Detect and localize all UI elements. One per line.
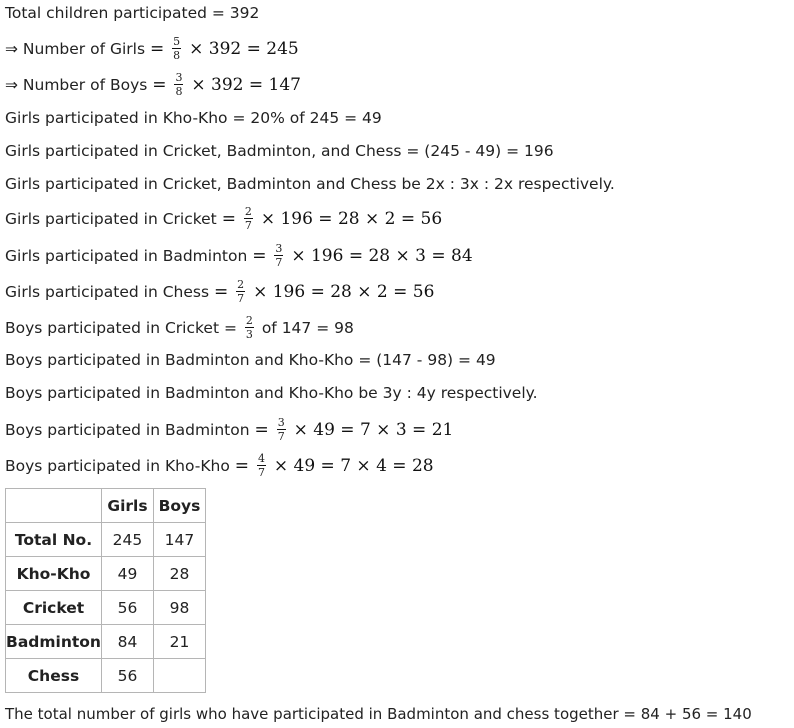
- boys-cell: [153, 659, 205, 693]
- girls-badminton-line: [5, 244, 473, 269]
- boys-badminton-line: [5, 418, 453, 443]
- line-prefix: ⇒ Number of Girls: [5, 40, 150, 58]
- fraction-numerator: 2: [244, 205, 252, 218]
- row-label: Chess: [6, 659, 102, 693]
- participation-table: [5, 488, 206, 693]
- line-prefix: Girls participated in Cricket: [5, 210, 222, 228]
- fraction-numerator: 3: [277, 416, 285, 429]
- boys-cricket-line: [5, 316, 354, 341]
- table-row: [6, 591, 206, 625]
- line-prefix: Boys participated in Cricket =: [5, 319, 242, 337]
- girls-cell: 56: [101, 591, 153, 625]
- table-row: [6, 659, 206, 693]
- boys-ratio-line: Boys participated in Badminton and Kho-Kho be 3y : 4y respectively.: [5, 384, 538, 402]
- fraction-denominator: 7: [275, 256, 283, 269]
- fraction-denominator: 8: [175, 85, 183, 98]
- equals-sign: =: [254, 420, 269, 440]
- equation-rest: × 392 = 245: [189, 39, 299, 59]
- fraction-numerator: 4: [257, 452, 265, 465]
- boys-remaining-line: Boys participated in Badminton and Kho-Kho = (147 - 98) = 49: [5, 351, 496, 369]
- fraction-denominator: 7: [277, 430, 285, 443]
- equals-sign: =: [234, 456, 249, 476]
- line-prefix: Girls participated in Badminton: [5, 247, 253, 265]
- table-row: [6, 625, 206, 659]
- equation-rest: × 49 = 7 × 4 = 28: [273, 456, 434, 476]
- fraction-denominator: 7: [237, 292, 245, 305]
- line-rest: of 147 = 98: [261, 319, 354, 337]
- boys-column-header: Boys: [153, 489, 205, 523]
- fraction-denominator: 8: [173, 49, 181, 62]
- total-children-line: Total children participated = 392: [5, 4, 260, 22]
- row-label: Total No.: [6, 523, 102, 557]
- boys-cell: 28: [153, 557, 205, 591]
- equation-rest: × 196 = 28 × 2 = 56: [253, 282, 435, 302]
- row-label: Badminton: [6, 625, 102, 659]
- fraction-numerator: 2: [237, 278, 245, 291]
- girls-chess-line: [5, 280, 434, 305]
- equals-sign: =: [149, 39, 165, 59]
- girls-cell: 56: [101, 659, 153, 693]
- row-label: Kho-Kho: [6, 557, 102, 591]
- fraction-numerator: 3: [275, 242, 283, 255]
- fraction-numerator: 2: [245, 314, 253, 327]
- boys-cell: 21: [153, 625, 205, 659]
- number-of-girls-line: [5, 37, 299, 62]
- table-corner-cell: [6, 489, 102, 523]
- girls-kho-kho-line: Girls participated in Kho-Kho = 20% of 245 = 49: [5, 109, 382, 127]
- fraction-numerator: 5: [173, 35, 181, 48]
- girls-column-header: Girls: [101, 489, 153, 523]
- girls-cell: 49: [101, 557, 153, 591]
- fraction-denominator: 7: [257, 466, 265, 479]
- fraction-denominator: 3: [245, 328, 253, 341]
- fraction: [257, 453, 266, 478]
- equation-rest: × 49 = 7 × 3 = 21: [293, 420, 454, 440]
- row-label: Cricket: [6, 591, 102, 625]
- number-of-boys-line: [5, 73, 301, 98]
- girls-cell: 84: [101, 625, 153, 659]
- fraction: [245, 315, 254, 340]
- fraction: [244, 206, 253, 231]
- equals-sign: =: [252, 246, 267, 266]
- table-row: [6, 557, 206, 591]
- fraction: [236, 279, 245, 304]
- fraction: [174, 72, 183, 97]
- line-prefix: ⇒ Number of Boys: [5, 76, 153, 94]
- fraction: [274, 243, 283, 268]
- final-answer-line: The total number of girls who have participated in Badminton and chess together = 84 + 56 = 140: [5, 705, 752, 723]
- boys-cell: 98: [153, 591, 205, 625]
- boys-cell: 147: [153, 523, 205, 557]
- equals-sign: =: [152, 75, 167, 95]
- equals-sign: =: [213, 282, 229, 302]
- line-prefix: Boys participated in Badminton: [5, 421, 255, 439]
- girls-ratio-line: Girls participated in Cricket, Badminton and Chess be 2x : 3x : 2x respectively.: [5, 175, 615, 193]
- fraction: [172, 36, 181, 61]
- boys-kho-kho-line: [5, 454, 434, 479]
- equals-sign: =: [221, 209, 236, 229]
- girls-cell: 245: [101, 523, 153, 557]
- table-row: [6, 523, 206, 557]
- equation-rest: × 196 = 28 × 2 = 56: [260, 209, 443, 229]
- line-prefix: Girls participated in Chess: [5, 283, 214, 301]
- fraction-denominator: 7: [244, 219, 252, 232]
- fraction: [277, 417, 286, 442]
- equation-rest: × 392 = 147: [191, 75, 301, 95]
- girls-remaining-line: Girls participated in Cricket, Badminton, and Chess = (245 - 49) = 196: [5, 142, 554, 160]
- fraction-numerator: 3: [175, 71, 183, 84]
- table-header-row: [6, 489, 206, 523]
- line-prefix: Boys participated in Kho-Kho: [5, 457, 235, 475]
- equation-rest: × 196 = 28 × 3 = 84: [291, 246, 473, 266]
- girls-cricket-line: [5, 207, 442, 232]
